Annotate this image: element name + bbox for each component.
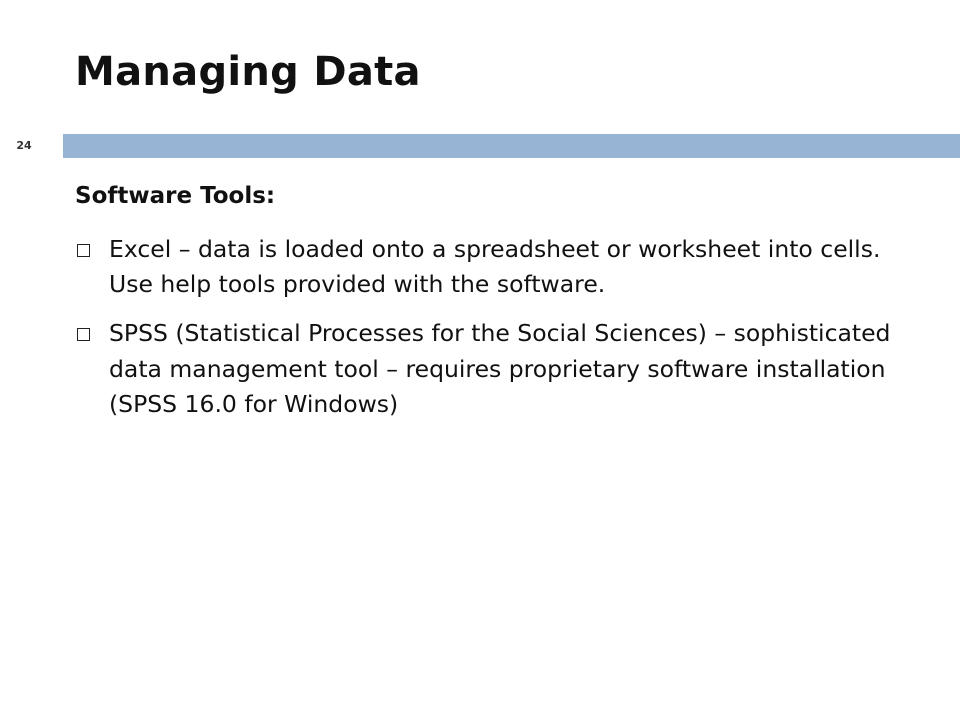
slide-title: Managing Data bbox=[75, 49, 421, 95]
slide-number: 24 bbox=[16, 139, 32, 152]
bullet-item-excel bbox=[75, 232, 925, 303]
header-band bbox=[63, 134, 960, 158]
square-bullet-icon bbox=[77, 244, 90, 257]
slide-content bbox=[75, 182, 925, 436]
bullet-item-spss bbox=[75, 316, 925, 422]
bullet-text: SPSS (Statistical Processes for the Social Sciences) – sophisticated data management tool – requires proprietary software installation (SPSS 16.0 for Windows) bbox=[109, 319, 891, 418]
bullet-list bbox=[75, 232, 925, 422]
bullet-text: Excel – data is loaded onto a spreadsheet or worksheet into cells. Use help tools provided with the software. bbox=[109, 234, 881, 299]
section-heading: Software Tools: bbox=[75, 183, 276, 209]
square-bullet-icon bbox=[77, 328, 90, 341]
